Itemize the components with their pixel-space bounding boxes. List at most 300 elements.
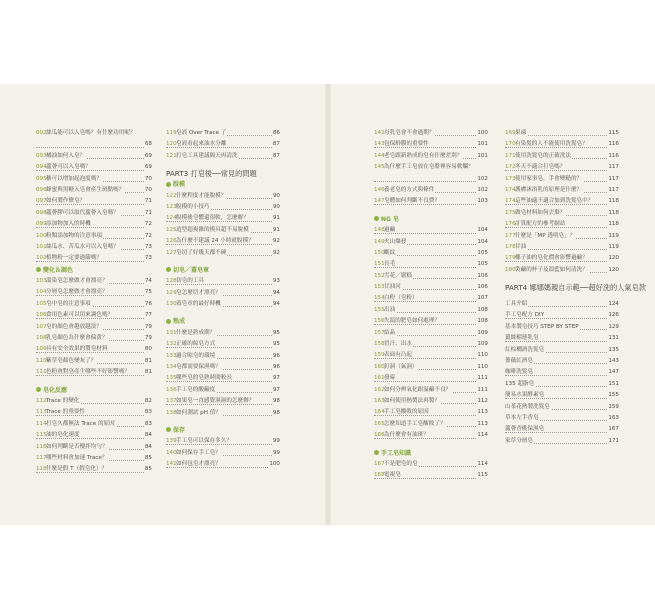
toc-entry xyxy=(505,162,619,173)
page-number: 104 xyxy=(476,225,488,236)
entry-title-text: 什麼是「MP 透明皂」？ xyxy=(515,232,576,239)
toc-entry-title xyxy=(374,409,430,415)
page-number: 103 xyxy=(476,196,488,207)
toc-entry-title xyxy=(36,130,137,136)
entry-title-text: 溫染皂怎麼做才會漂亮？ xyxy=(46,278,108,285)
entry-number: 168 xyxy=(374,472,385,479)
page-number: 70 xyxy=(144,174,152,185)
toc-entry-title xyxy=(166,290,222,296)
toc-entry xyxy=(36,151,152,162)
entry-title-text: 如果皂一直感覺濕濕的怎麼辦？ xyxy=(176,398,255,405)
toc-entry xyxy=(505,196,619,207)
toc-entry xyxy=(374,430,488,441)
entry-title-text: 蘆薈可以入皂嗎？ xyxy=(46,164,91,171)
entry-number: 180 xyxy=(505,266,516,273)
toc-entry xyxy=(166,202,280,213)
entry-number: 125 xyxy=(166,226,177,233)
entry-title-text: 養老皂的方式與條件 xyxy=(384,186,435,193)
toc-entry xyxy=(505,174,619,185)
toc-entry xyxy=(166,396,280,407)
page-number: 135 xyxy=(607,345,619,356)
page-number: 72 xyxy=(144,231,152,242)
page-number: 92 xyxy=(272,236,280,247)
entry-title-text: 添加物加入的時機 xyxy=(46,221,91,228)
entry-title-text: 裝鹼的杯子及溫藍如何清洗？ xyxy=(515,266,588,273)
entry-number: 101 xyxy=(36,243,47,250)
entry-title-text: 糖可以增加起泡度嗎？ xyxy=(46,175,102,182)
page-number: 82 xyxy=(144,396,152,407)
toc-entry xyxy=(166,128,280,139)
page-number: 73 xyxy=(144,242,152,253)
toc-entry-title xyxy=(36,233,103,239)
toc-entry-title xyxy=(505,335,540,341)
page-number: 79 xyxy=(144,322,152,333)
toc-entry-title xyxy=(505,130,527,136)
entry-title-text: 手工皂的酸鹼度 xyxy=(176,386,216,393)
entry-title-text: 為什麼會有油斑？ xyxy=(384,432,429,439)
entry-title-text: 皂怎麼切才漂亮？ xyxy=(176,289,221,296)
toc-entry-title xyxy=(36,289,109,295)
page-number: 147 xyxy=(607,367,619,378)
entry-number: 099 xyxy=(36,221,47,228)
toc-entry-title xyxy=(36,421,116,427)
toc-entry xyxy=(374,237,488,248)
page-number: 100 xyxy=(476,128,488,139)
toc-entry-title xyxy=(36,278,109,284)
toc-entry xyxy=(166,385,280,396)
toc-entry-title xyxy=(505,415,540,421)
toc-entry xyxy=(166,248,280,259)
entry-number: 137 xyxy=(166,398,177,405)
page-number: 108 xyxy=(476,316,488,327)
section-bullet-icon xyxy=(166,182,171,187)
section-bullet-icon xyxy=(36,267,41,272)
entry-title-text: 咖啡洗髮皂 xyxy=(505,369,533,376)
toc-entry-title xyxy=(36,164,92,170)
entry-number: 158 xyxy=(374,341,385,348)
section-heading-text: 手工皂知識 xyxy=(381,449,412,457)
toc-entry xyxy=(36,128,152,139)
entry-number: 174 xyxy=(505,198,516,205)
page-number: 90 xyxy=(272,191,280,202)
page-number: 87 xyxy=(272,151,280,162)
toc-entry-title xyxy=(505,358,534,364)
entry-number: 127 xyxy=(166,249,177,256)
page-number: 99 xyxy=(272,448,280,459)
page-number: 90 xyxy=(272,202,280,213)
toc-entry xyxy=(166,408,280,419)
entry-number: 152 xyxy=(374,272,385,279)
toc-entry-title xyxy=(505,369,534,375)
toc-entry xyxy=(505,151,619,162)
entry-number: 095 xyxy=(36,175,47,182)
toc-entry xyxy=(374,282,488,293)
toc-entry xyxy=(505,253,619,264)
toc-entry-title xyxy=(505,221,566,227)
entry-number: 115 xyxy=(36,432,47,439)
toc-entry xyxy=(374,362,488,373)
entry-title-text: 紅棕櫚酒洗髮皂 xyxy=(505,346,545,353)
toc-entry xyxy=(505,310,619,321)
toc-entry xyxy=(374,407,488,418)
entry-title-text: 蓋皂章的最好時機 xyxy=(176,301,221,308)
entry-title-text: 白粉（皂粉） xyxy=(384,295,418,302)
entry-title-text: 為什麼手工皂放在皂盤裡容易軟爛？ xyxy=(384,164,474,171)
entry-number: 145 xyxy=(374,164,385,171)
toc-entry xyxy=(505,390,619,401)
entry-title-text: 如何使用熱製法再製？ xyxy=(384,397,440,404)
page-number: 96 xyxy=(272,362,280,373)
toc-entry xyxy=(36,219,152,230)
entry-title-text: 基本製皂技巧 STEP BY STEP xyxy=(505,323,579,330)
toc-entry xyxy=(166,191,280,202)
entry-title-text: 造型超複雜的模具超不易脫模 xyxy=(176,226,249,233)
toc-column-3 xyxy=(374,128,488,482)
page-number: 91 xyxy=(272,225,280,236)
page-number: 143 xyxy=(607,356,619,367)
toc-entry-title xyxy=(166,238,255,244)
toc-entry xyxy=(166,213,280,224)
toc-entry-title xyxy=(374,187,435,193)
dotted-leader xyxy=(36,147,152,148)
toc-entry-title xyxy=(374,375,396,381)
entry-number: 161 xyxy=(374,375,385,382)
page-number: 77 xyxy=(144,310,152,321)
page-number: 75 xyxy=(144,287,152,298)
entry-title-text: 長毛 xyxy=(384,261,396,268)
toc-entry xyxy=(374,185,488,196)
page-number: 106 xyxy=(476,282,488,293)
entry-number: 122 xyxy=(166,192,177,199)
toc-entry xyxy=(166,139,280,150)
toc-entry-title xyxy=(374,472,402,478)
page-number: 113 xyxy=(476,419,488,430)
toc-entry xyxy=(166,236,280,247)
page-number: 120 xyxy=(607,265,619,276)
toc-entry xyxy=(166,299,280,310)
entry-number: 159 xyxy=(374,352,385,359)
entry-number: 162 xyxy=(374,386,385,393)
entry-title-text: 蘆薈香桃保濕皂 xyxy=(505,426,545,433)
toc-entry xyxy=(505,322,619,333)
section-bullet-icon xyxy=(36,387,41,392)
toc-entry xyxy=(166,362,280,373)
entry-title-text: 打皂工具建議隔天再清洗 xyxy=(176,152,238,159)
entry-title-text: 怎麼知道手工皂酸敗了？ xyxy=(384,420,446,427)
entry-title-text: 脫模後皂體還很軟，怎麼辦？ xyxy=(176,215,249,222)
toc-entry xyxy=(36,174,152,185)
entry-title-text: 手工皂可以保存多久？ xyxy=(176,438,232,445)
toc-entry-title xyxy=(374,261,396,267)
entry-title-text: 過鹼 xyxy=(384,227,396,234)
entry-title-text: 皂的顏色會越放越淡？ xyxy=(46,323,102,330)
page-number: 83 xyxy=(144,407,152,418)
entry-number: 116 xyxy=(36,443,47,450)
toc-entry-title xyxy=(36,312,114,318)
page-number: 106 xyxy=(476,271,488,282)
section-heading xyxy=(36,265,152,276)
toc-entry-title xyxy=(166,438,233,444)
toc-entry xyxy=(374,248,488,259)
section-heading xyxy=(36,385,152,396)
entry-title-text: 皂體如何判斷不良費？ xyxy=(384,198,440,205)
page-number: 114 xyxy=(476,459,488,470)
toc-entry-title xyxy=(374,432,430,438)
section-heading xyxy=(374,214,488,225)
toc-entry xyxy=(36,242,152,253)
entry-number: 114 xyxy=(36,420,47,427)
toc-entry xyxy=(505,424,619,435)
toc-entry-title xyxy=(374,387,452,393)
page-number: 167 xyxy=(607,424,619,435)
toc-entry xyxy=(36,333,152,344)
toc-entry xyxy=(36,310,152,321)
toc-entry-title xyxy=(36,455,108,461)
entry-title-text: 食用色素可以用來調色嗎？ xyxy=(46,312,114,319)
entry-title-text: 不是肥皂的皂 xyxy=(384,460,418,467)
toc-entry xyxy=(505,356,619,367)
page-number: 80 xyxy=(144,344,152,355)
entry-title-text: 什麼程度才能脫模？ xyxy=(176,192,227,199)
page-number: 117 xyxy=(607,174,619,185)
toc-entry-title xyxy=(36,444,109,450)
toc-entry-title xyxy=(505,312,545,318)
entry-title-text: 母乳皂會不會過期？ xyxy=(384,130,435,136)
entry-title-text: 紫草皂顏色變灰了？ xyxy=(46,357,97,364)
page-number: 85 xyxy=(144,453,152,464)
toc-entry xyxy=(166,448,280,459)
section-heading-text: 變化＆調色 xyxy=(43,266,74,274)
entry-number: 124 xyxy=(166,215,177,222)
entry-title-text: 為什麼不建議 24 小時就脫模？ xyxy=(176,238,254,245)
toc-entry xyxy=(36,253,152,264)
entry-number: 121 xyxy=(166,152,177,159)
entry-title-text: 護膚沐浴乳的原理是什麼？ xyxy=(515,186,583,193)
page-number: 96 xyxy=(272,351,280,362)
entry-title-text: 植物粉一定要過篩嗎？ xyxy=(46,255,102,262)
toc-entry xyxy=(374,459,488,470)
entry-title-text: 如何判斷是否攪拌均勻？ xyxy=(46,443,108,450)
section-heading-text: 脫模 xyxy=(173,181,186,189)
entry-number: 104 xyxy=(36,289,47,296)
entry-title-text: 失溫的肥皂如何處理？ xyxy=(384,318,440,325)
toc-entry xyxy=(505,402,619,413)
entry-title-text: 皂都需要保濕嗎？ xyxy=(176,364,221,371)
section-heading xyxy=(166,425,280,436)
section-bullet-icon xyxy=(166,319,171,324)
entry-number: 151 xyxy=(374,261,385,268)
entry-number: 172 xyxy=(505,164,516,171)
entry-title-text: 色粉會對皂產生哪些不好影響嗎？ xyxy=(46,369,130,376)
toc-entry xyxy=(374,139,488,150)
toc-entry xyxy=(374,470,488,481)
toc-entry xyxy=(374,316,488,327)
entry-title-text: 手工皂配方 DIY xyxy=(505,312,545,319)
entry-title-text: 簡易水果酵素皂 xyxy=(505,392,545,399)
page-number: 118 xyxy=(607,219,619,230)
section-heading xyxy=(374,448,488,459)
entry-title-text: 使用洗髮皂的正確洗法 xyxy=(515,152,571,159)
entry-title-text: 手工皂酸敗的原因 xyxy=(384,409,429,416)
toc-entry xyxy=(36,185,152,196)
toc-entry-title xyxy=(374,352,413,358)
toc-entry xyxy=(505,242,619,253)
entry-number: 110 xyxy=(36,357,47,364)
page-number: 115 xyxy=(607,128,619,139)
entry-number: 103 xyxy=(36,278,47,285)
page-number: 105 xyxy=(476,259,488,270)
page-number: 126 xyxy=(607,310,619,321)
entry-number: 093 xyxy=(36,152,47,159)
entry-title-text: 山茶花熱製洗髮皂 xyxy=(505,403,550,410)
toc-entry-title xyxy=(166,398,255,404)
section-heading-text: 切皂／蓋皂章 xyxy=(173,266,210,274)
page-number: 98 xyxy=(272,396,280,407)
page-number: 118 xyxy=(607,208,619,219)
toc-entry-title xyxy=(505,141,589,147)
toc-entry xyxy=(374,385,488,396)
toc-entry xyxy=(374,151,488,162)
entry-title-text: 椰子油的皂化價會影響過鹼？ xyxy=(515,255,588,262)
toc-entry-title xyxy=(166,204,211,210)
entry-number: 098 xyxy=(36,209,47,216)
page-number: 102 xyxy=(476,185,488,196)
entry-title-text: 什麼是假 T（假皂化）？ xyxy=(46,466,108,473)
dotted-leader xyxy=(374,181,488,182)
toc-entry xyxy=(36,162,152,173)
entry-number: 108 xyxy=(36,335,47,342)
toc-entry-title xyxy=(166,450,222,456)
toc-entry xyxy=(374,259,488,270)
toc-entry xyxy=(505,219,619,230)
entry-number: 141 xyxy=(166,461,177,468)
page-number: 105 xyxy=(476,248,488,259)
page-number: 69 xyxy=(144,151,152,162)
entry-number: 120 xyxy=(166,141,177,148)
page-number: 98 xyxy=(272,408,280,419)
toc-entry-title xyxy=(505,244,527,250)
toc-entry-title xyxy=(166,387,216,393)
entry-title-text: 絲瓜水、苦瓜水可以入皂嗎？ xyxy=(46,243,119,250)
toc-entry-title xyxy=(374,284,402,290)
toc-entry-title xyxy=(374,307,396,313)
page-number: 110 xyxy=(476,350,488,361)
entry-number: 132 xyxy=(166,341,177,348)
toc-entry-title xyxy=(505,164,566,170)
toc-entry-title xyxy=(36,198,86,204)
entry-title-text: 發霉 xyxy=(384,375,396,382)
section-bullet-icon xyxy=(374,450,379,455)
toc-entry-title xyxy=(36,369,131,375)
entry-title-text: 如何分辨氧化跟溢鹼不良？ xyxy=(384,386,452,393)
toc-entry xyxy=(166,225,280,236)
toc-entry-title xyxy=(36,153,86,159)
toc-entry-title xyxy=(374,273,413,279)
page-number: 117 xyxy=(607,162,619,173)
page-number: 109 xyxy=(476,328,488,339)
section-bullet-icon xyxy=(374,216,379,221)
toc-entry xyxy=(374,293,488,304)
entry-number: 119 xyxy=(166,130,177,136)
toc-entry-title xyxy=(166,364,222,370)
entry-number: 136 xyxy=(166,386,177,393)
entry-title-text: 如何保存手工皂？ xyxy=(176,449,221,456)
toc-entry-title xyxy=(505,233,576,239)
toc-entry-title xyxy=(505,438,534,444)
toc-entry xyxy=(36,367,152,378)
entry-number: 156 xyxy=(374,318,385,325)
page-number: 74 xyxy=(144,276,152,287)
toc-entry-title xyxy=(374,295,419,301)
toc-entry-title xyxy=(166,130,227,136)
page-number: 111 xyxy=(476,373,488,384)
entry-title-text: 有染髮的人不能使用洗髮皂？ xyxy=(515,141,588,148)
entry-number: 112 xyxy=(36,397,47,404)
page-number: 83 xyxy=(144,419,152,430)
part-heading: PART3 打皂後──常見的問題 xyxy=(166,169,257,179)
entry-number: 167 xyxy=(374,460,385,467)
page-number: 108 xyxy=(476,305,488,316)
toc-entry xyxy=(166,436,280,447)
page-number: 113 xyxy=(476,407,488,418)
section-heading xyxy=(166,265,280,276)
toc-entry-title xyxy=(166,301,222,307)
page-number: 101 xyxy=(476,139,488,150)
entry-number: 155 xyxy=(374,306,385,313)
page-number: 95 xyxy=(272,339,280,350)
toc-entry xyxy=(505,299,619,310)
page-number: 116 xyxy=(607,139,619,150)
entry-title-text: 蘆薈膠可以取代蘆薈入皂嗎？ xyxy=(46,209,119,216)
entry-title-text: 火山爆發 xyxy=(384,238,407,245)
entry-title-text: 薑絲榴蓮乳皂 xyxy=(505,335,539,342)
page-number: 163 xyxy=(607,413,619,424)
page-number: 115 xyxy=(476,470,488,481)
page-number: 76 xyxy=(144,299,152,310)
entry-number: 107 xyxy=(36,323,47,330)
entry-title-text: 斷紋 xyxy=(384,249,396,256)
toc-entry xyxy=(166,276,280,287)
entry-title-text: 甘油 xyxy=(515,243,527,250)
toc-entry xyxy=(166,351,280,362)
toc-entry-title xyxy=(505,210,566,216)
page-number: 129 xyxy=(607,322,619,333)
toc-entry-title xyxy=(374,153,463,159)
toc-entry-title xyxy=(505,347,545,353)
page-number: 120 xyxy=(607,253,619,264)
entry-number: 126 xyxy=(166,238,177,245)
entry-title-text: 打皂久都無法 Trace 的原因 xyxy=(46,420,115,427)
toc-entry xyxy=(36,322,152,333)
entry-title-text: 切皂的工具 xyxy=(176,278,204,285)
toc-entry xyxy=(505,208,619,219)
entry-title-text: 脫模的小技巧 xyxy=(176,203,210,210)
entry-number: 094 xyxy=(36,164,47,171)
toc-entry-title xyxy=(505,255,589,261)
toc-entry-title xyxy=(166,278,205,284)
entry-number: 160 xyxy=(374,363,385,370)
entry-title-text: 哪些皂的皂熟時間較長 xyxy=(176,375,232,382)
entry-title-text: 表面有凸起 xyxy=(384,352,412,359)
entry-title-text: 甘油河 xyxy=(384,284,401,291)
toc-entry xyxy=(374,339,488,350)
toc-entry-title xyxy=(374,341,413,347)
entry-number: 096 xyxy=(36,186,47,193)
entry-title-text: Trace 的重要性 xyxy=(46,409,85,416)
entry-title-text: 皂中皂的注意事項 xyxy=(46,300,91,307)
entry-title-text: 果凍 xyxy=(515,130,527,136)
page-number: 94 xyxy=(272,288,280,299)
